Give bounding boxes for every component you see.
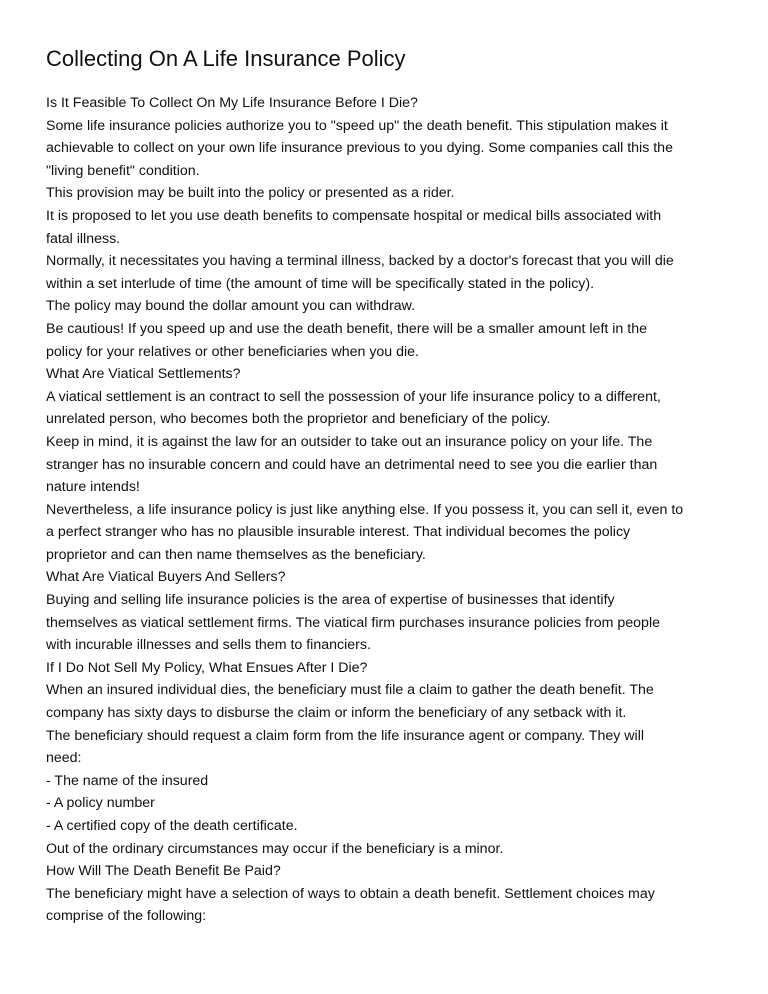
list-item: - A policy number (46, 795, 155, 812)
text-line: Some life insurance policies authorize you to "speed up" the death benefit. This stipulation makes it (46, 117, 668, 134)
text-line: Normally, it necessitates you having a terminal illness, backed by a doctor's forecast that you will die (46, 253, 674, 270)
text-line: The policy may bound the dollar amount you can withdraw. (46, 298, 416, 315)
text-line: comprise of the following: (46, 908, 207, 925)
text-line: Is It Feasible To Collect On My Life Insurance Before I Die? (46, 95, 418, 111)
text-line: themselves as viatical settlement firms. The viatical firm purchases insurance policies from people (46, 614, 660, 631)
text-line: unrelated person, who becomes both the proprietor and beneficiary of the policy. (46, 411, 551, 428)
text-line: policy for your relatives or other beneficiaries when you die. (46, 343, 420, 360)
text-line: The beneficiary should request a claim form from the life insurance agent or company. They will (46, 727, 644, 744)
text-line: nature intends! (46, 479, 140, 496)
text-line: need: (46, 750, 82, 767)
text-line: A viatical settlement is an contract to sell the possession of your life insurance policy to a different, (46, 388, 661, 405)
text-line: a perfect stranger who has no plausible insurable interest. That individual becomes the policy (46, 524, 631, 541)
text-line: This provision may be built into the policy or presented as a rider. (46, 185, 455, 202)
section-heading: What Are Viatical Settlements? (46, 366, 241, 383)
text-line: "living benefit" condition. (46, 162, 200, 179)
document-body (46, 92, 736, 928)
section-heading: How Will The Death Benefit Be Paid? (46, 863, 281, 880)
page-title: Collecting On A Life Insurance Policy (46, 46, 406, 71)
text-line: Keep in mind, it is against the law for an outsider to take out an insurance policy on your life. The (46, 433, 653, 450)
text-line: Buying and selling life insurance policies is the area of expertise of businesses that identify (46, 592, 615, 609)
text-line: company has sixty days to disburse the claim or inform the beneficiary of any setback with it. (46, 705, 627, 722)
text-line: within a set interlude of time (the amount of time will be specifically stated in the policy). (46, 275, 595, 292)
text-line: When an insured individual dies, the beneficiary must file a claim to gather the death benefit. The (46, 682, 654, 699)
text-line: Nevertheless, a life insurance policy is just like anything else. If you possess it, you can sell it, even to (46, 501, 684, 518)
section-heading: What Are Viatical Buyers And Sellers? (46, 569, 286, 586)
list-item: - The name of the insured (46, 772, 209, 789)
text-line: It is proposed to let you use death benefits to compensate hospital or medical bills associated with (46, 207, 662, 224)
section-heading: If I Do Not Sell My Policy, What Ensues After I Die? (46, 659, 368, 676)
text-line: with incurable illnesses and sells them to financiers. (46, 637, 371, 654)
text-line: The beneficiary might have a selection of ways to obtain a death benefit. Settlement choices may (46, 885, 655, 902)
text-line: fatal illness. (46, 230, 121, 247)
document-page (46, 44, 736, 928)
text-line: proprietor and can then name themselves as the beneficiary. (46, 546, 426, 563)
text-line: Out of the ordinary circumstances may occur if the beneficiary is a minor. (46, 840, 504, 857)
text-line: stranger has no insurable concern and could have an detrimental need to see you die earlier than (46, 456, 658, 473)
text-line: Be cautious! If you speed up and use the death benefit, there will be a smaller amount left in the (46, 320, 647, 337)
text-line: achievable to collect on your own life insurance previous to you dying. Some companies call this the (46, 140, 673, 157)
list-item: - A certified copy of the death certificate. (46, 818, 298, 834)
